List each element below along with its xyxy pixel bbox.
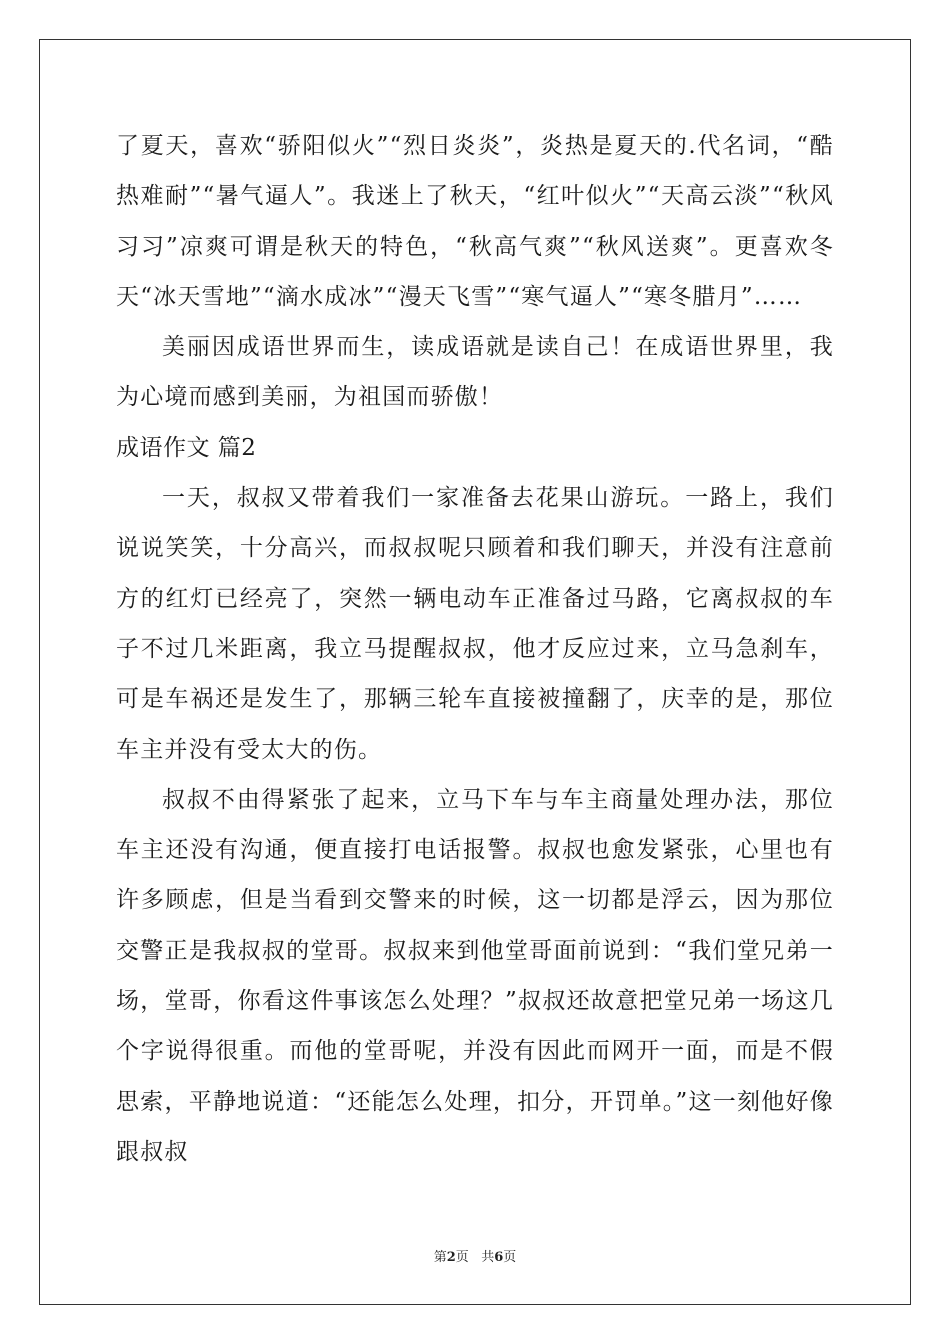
paragraph-seasons: 了夏天，喜欢“骄阳似火”“烈日炎炎”，炎热是夏天的.代名词，“酷热难耐”“暑气逼人”。我迷上了秋天，“红叶似火”“天高云淡”“秋风习习”凉爽可谓是秋天的特色，“秋高气爽”“秋风送爽”。更喜欢冬天“冰天雪地”“滴水成冰”“漫天飞雪”“寒气逼人”“寒冬腊月”…… [116, 133, 834, 310]
total-pages: 6 [494, 1250, 504, 1265]
page-suffix: 页 [455, 1250, 469, 1265]
total-prefix: 共 [481, 1250, 495, 1265]
section-heading: 成语作文 篇2 [116, 434, 257, 461]
page-footer [0, 1246, 950, 1265]
page-prefix: 第 [433, 1250, 447, 1265]
document-body [116, 121, 834, 1177]
paragraph-conclusion: 美丽因成语世界而生，读成语就是读自己！在成语世界里，我为心境而感到美丽，为祖国而骄傲！ [116, 334, 834, 411]
total-suffix: 页 [503, 1250, 517, 1265]
paragraph-story-continue: 叔叔不由得紧张了起来，立马下车与车主商量处理办法，那位车主还没有沟通，便直接打电话报警。叔叔也愈发紧张，心里也有许多顾虑，但是当看到交警来的时候，这一切都是浮云，因为那位交警正是我叔叔的堂哥。叔叔来到他堂哥面前说到：“我们堂兄弟一场，堂哥，你看这件事该怎么处理？”叔叔还故意把堂兄弟一场这几个字说得很重。而他的堂哥呢，并没有因此而网开一面，而是不假思索，平静地说道：“还能怎么处理，扣分，开罚单。”这一刻他好像跟叔叔 [116, 786, 834, 1165]
page-number: 2 [446, 1250, 456, 1265]
paragraph-story-start: 一天，叔叔又带着我们一家准备去花果山游玩。一路上，我们说说笑笑，十分高兴，而叔叔呢只顾着和我们聊天，并没有注意前方的红灯已经亮了，突然一辆电动车正准备过马路，它离叔叔的车子不过几米距离，我立马提醒叔叔，他才反应过来，立马急刹车，可是车祸还是发生了，那辆三轮车直接被撞翻了，庆幸的是，那位车主并没有受太大的伤。 [116, 485, 834, 763]
